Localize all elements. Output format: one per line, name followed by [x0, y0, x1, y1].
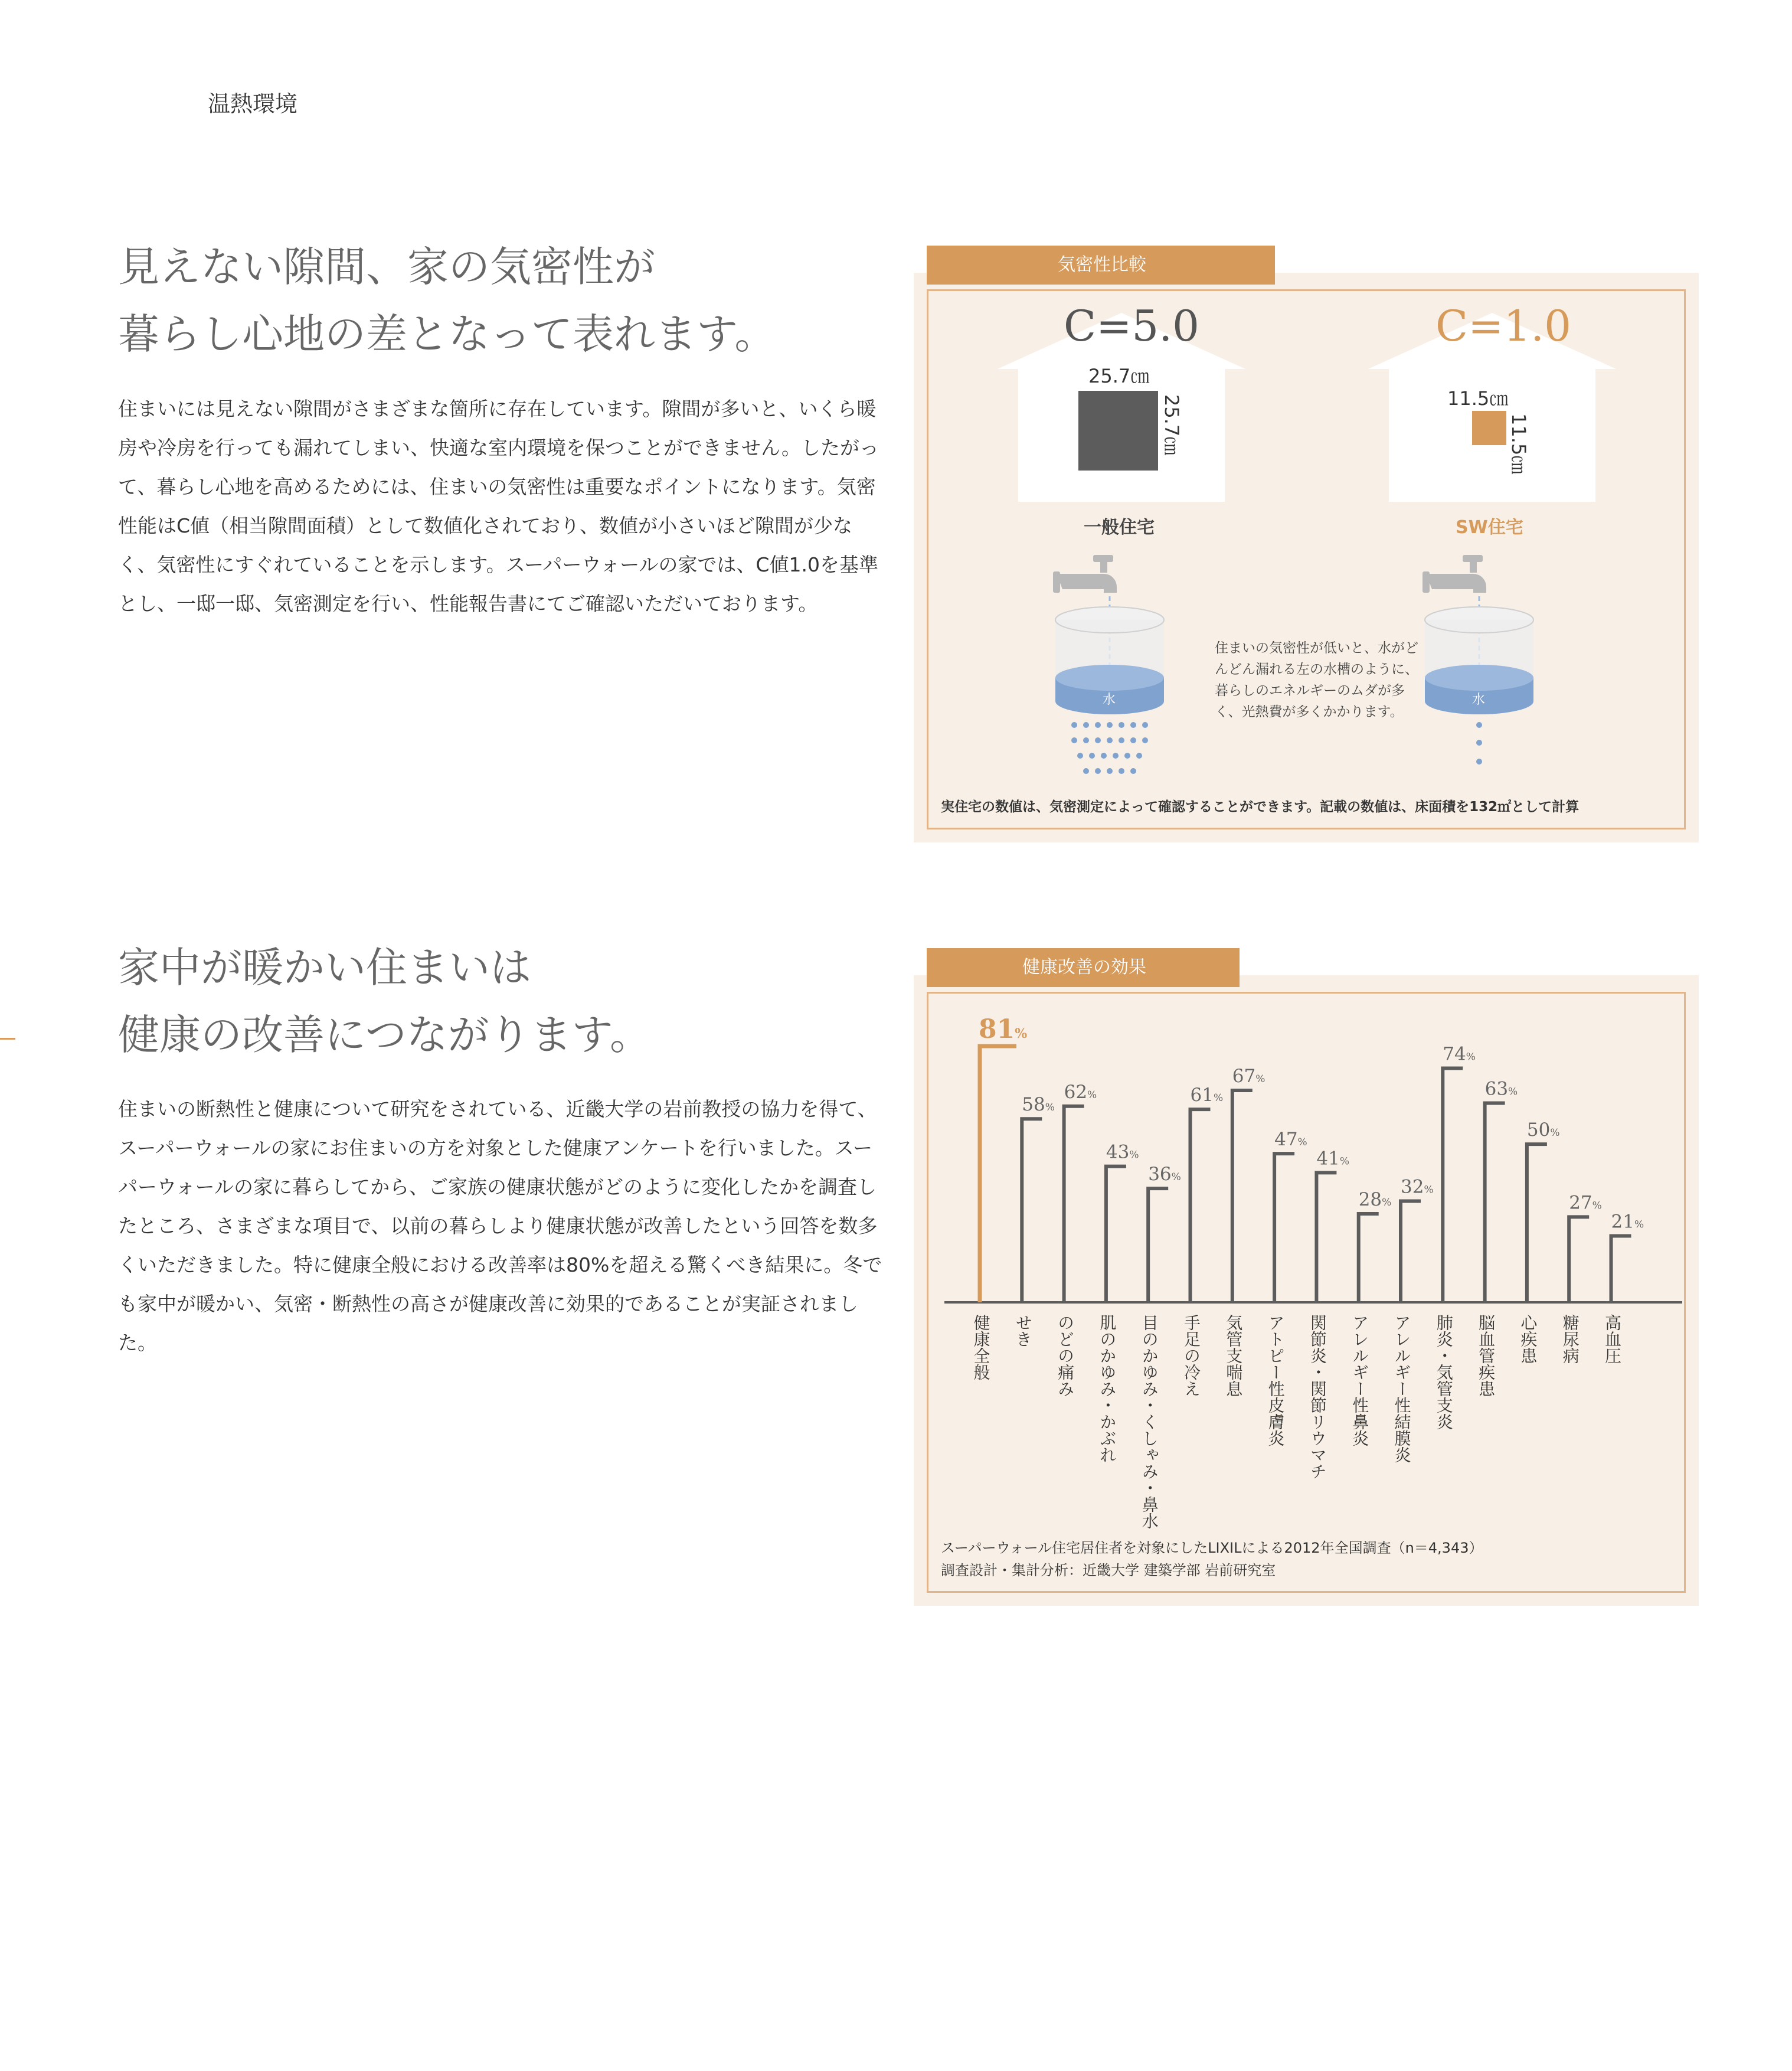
health-body: 住まいの断熱性と健康について研究をされている、近畿大学の岩前教授の協力を得て、スーパーウォールの家にお住まいの方を対象とした健康アンケートを行いました。スーパーウォールの家に暮らしてから、ご家族の健康状態がどのように変化したかを調査したところ、さまざまな項目で、以前の暮らしより健康状態が改善したという回答を数多くいただきました。特に健康全般における改善率は80%を超える驚くべき結果に。冬でも家中が暖かい、気密・断熱性の高さが健康改善に効果的であることが実証されました。: [118, 1097, 882, 1354]
chart-value-label: 61%: [1190, 1085, 1224, 1106]
chart-bar: [1316, 1172, 1336, 1302]
health-headline-line2: 健康の改善につながります。: [118, 1011, 651, 1059]
chart-category-label: 肺炎・気管支炎: [1434, 1314, 1454, 1430]
chart-value-label: 63%: [1484, 1078, 1518, 1100]
chart-bar-group: [1013, 1094, 1055, 1347]
chart-value-label: 32%: [1401, 1176, 1434, 1198]
chart-value-label: 41%: [1316, 1148, 1350, 1170]
health-footnote-1: スーパーウォール住宅居住者を対象にしたLIXILによる2012年全国調査（n＝4,343）: [941, 1540, 1483, 1556]
sw-gap-square: [1472, 411, 1506, 445]
chart-bar: [1191, 1109, 1211, 1302]
chart-value-label: 27%: [1569, 1192, 1602, 1214]
general-gap-square: [1078, 391, 1158, 471]
general-water-tank-icon: [1051, 548, 1204, 796]
chart-category-label: のどの痛み: [1055, 1314, 1075, 1397]
section-label: 温熱環境: [208, 91, 298, 117]
chart-bar: [1401, 1201, 1421, 1302]
chart-bar: [1064, 1106, 1084, 1302]
chart-bar: [1359, 1214, 1379, 1302]
chart-value-label: 81%: [979, 1014, 1028, 1044]
chart-bar: [1485, 1103, 1505, 1302]
chart-category-label: せき: [1013, 1314, 1033, 1347]
chart-category-label: 高血圧: [1603, 1314, 1622, 1364]
chart-value-label: 47%: [1274, 1129, 1307, 1151]
chart-bar-group: [1476, 1078, 1518, 1397]
chart-bar-group: [1055, 1082, 1097, 1397]
sw-width-label: 11.5㎝: [1447, 387, 1509, 410]
chart-category-label: 手足の冷え: [1182, 1314, 1201, 1397]
chart-value-label: 62%: [1064, 1081, 1097, 1103]
general-house-label: 一般住宅: [1084, 517, 1155, 538]
chart-bar-group: [1140, 1164, 1181, 1529]
chart-bar: [1106, 1167, 1126, 1302]
airtight-headline-line2: 暮らし心地の差となって表れます。: [118, 310, 776, 358]
chart-category-label: 関節炎・関節リウマチ: [1307, 1314, 1327, 1479]
chart-bar-group: [1603, 1211, 1644, 1364]
chart-category-label: 肌のかゆみ・かぶれ: [1097, 1314, 1117, 1463]
sw-water-label: 水: [1472, 692, 1486, 707]
chart-bar: [1274, 1154, 1294, 1302]
airtight-footnote: 実住宅の数値は、気密測定によって確認することができます。記載の数値は、床面積を132㎡として計算: [941, 799, 1580, 815]
chart-bar-group: [1308, 1148, 1349, 1479]
chart-bar: [1232, 1090, 1253, 1302]
chart-value-label: 58%: [1022, 1094, 1055, 1116]
general-c-value: C=5.0: [1064, 301, 1199, 351]
chart-category-label: 気管支喘息: [1224, 1314, 1244, 1397]
chart-bar-group: [1392, 1177, 1434, 1463]
airtight-body: 住まいには見えない隙間がさまざまな箇所に存在しています。隙間が多いと、いくら暖房や冷房を行っても漏れてしまい、快適な室内環境を保つことができません。したがって、暮らし心地を高めるためには、住まいの気密性は重要なポイントになります。気密性能はC値（相当隙間面積）として数値化されており、数値が小さいほど隙間が少なく、気密性にすぐれていることを示します。スーパーウォールの家では、C値1.0を基準とし、一邸一邸、気密測定を行い、性能報告書にてご確認いただいております。: [118, 397, 879, 615]
chart-bar: [980, 1046, 1016, 1302]
sw-house-label: SW住宅: [1456, 517, 1523, 538]
chart-value-label: 36%: [1148, 1164, 1181, 1185]
chart-value-label: 67%: [1232, 1066, 1265, 1087]
chart-bar-group: [1182, 1085, 1223, 1397]
airtight-note: 住まいの気密性が低いと、水がどんどん漏れる左の水槽のように、暮らしのエネルギーのムダが多く、光熱費が多くかかります。: [1215, 641, 1418, 720]
health-footnote-2: 調査設計・集計分析：近畿大学 建築学部 岩前研究室: [941, 1562, 1276, 1579]
health-headline-line1: 家中が暖かい住まいは: [118, 943, 531, 992]
chart-category-label: アトピー性皮膚炎: [1265, 1314, 1286, 1446]
sw-height-label: 11.5㎝: [1507, 413, 1530, 475]
chart-bar-group: [1518, 1119, 1559, 1364]
chart-value-label: 28%: [1358, 1188, 1392, 1210]
sw-c-value: C=1.0: [1435, 301, 1571, 351]
sw-water-tank-icon: [1420, 548, 1574, 796]
chart-bar: [1443, 1069, 1463, 1302]
chart-value-label: 43%: [1106, 1141, 1139, 1163]
general-water-label: 水: [1103, 692, 1116, 707]
chart-category-label: 健康全般: [971, 1314, 991, 1380]
chart-bar: [1527, 1144, 1547, 1302]
general-height-label: 25.7㎝: [1160, 394, 1183, 456]
airtight-headline-line1: 見えない隙間、家の気密性が: [118, 243, 655, 291]
chart-category-label: アレルギー性鼻炎: [1350, 1314, 1370, 1446]
airtight-headline: [118, 233, 776, 368]
chart-bar-group: [1561, 1192, 1602, 1364]
chart-bar: [1148, 1188, 1168, 1302]
airtight-panel-tab: 気密性比較: [927, 246, 1275, 285]
chart-bar-group: [1224, 1066, 1265, 1397]
chart-category-label: 脳血管疾患: [1476, 1314, 1496, 1397]
chart-value-label: 74%: [1443, 1043, 1476, 1065]
general-width-label: 25.7㎝: [1088, 365, 1150, 387]
chart-bar-group: [1434, 1044, 1476, 1430]
chart-category-label: 心疾患: [1518, 1314, 1538, 1364]
chart-bar: [1611, 1236, 1631, 1302]
health-panel-tab: 健康改善の効果: [927, 948, 1240, 987]
chart-bar: [1569, 1217, 1589, 1302]
chart-category-label: 目のかゆみ・くしゃみ・鼻水: [1139, 1314, 1159, 1529]
chart-bar-group: [1266, 1129, 1307, 1446]
chart-value-label: 50%: [1526, 1119, 1560, 1141]
chart-bar-group: [1350, 1189, 1391, 1446]
chart-category-label: 糖尿病: [1560, 1314, 1580, 1364]
health-headline: [118, 934, 651, 1069]
health-bar-chart: [921, 992, 1688, 1541]
chart-value-label: 21%: [1611, 1211, 1644, 1233]
chart-bar: [1022, 1119, 1042, 1302]
side-mark: [0, 1038, 15, 1040]
chart-category-label: アレルギー性結膜炎: [1392, 1314, 1412, 1463]
